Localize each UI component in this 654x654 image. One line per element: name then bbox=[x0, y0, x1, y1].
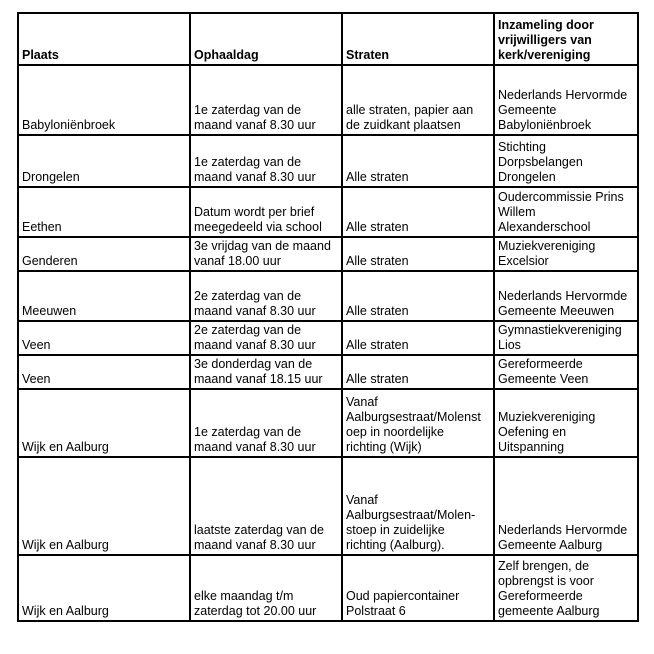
cell-inzameling: Zelf brengen, de opbrengst is voor Gereformeerde gemeente Aalburg bbox=[494, 555, 638, 621]
cell-ophaaldag: 1e zaterdag van de maand vanaf 8.30 uur bbox=[190, 389, 342, 457]
table-row bbox=[18, 355, 638, 389]
table-row bbox=[18, 237, 638, 271]
cell-ophaaldag: 2e zaterdag van de maand vanaf 8.30 uur bbox=[190, 271, 342, 321]
cell-inzameling: Gymnastiekvereniging Lios bbox=[494, 321, 638, 355]
cell-straten: Alle straten bbox=[342, 355, 494, 389]
table-row bbox=[18, 457, 638, 555]
cell-plaats: Meeuwen bbox=[18, 271, 190, 321]
cell-inzameling: Nederlands Hervormde Gemeente Babyloniënbroek bbox=[494, 65, 638, 135]
cell-inzameling: Stichting Dorpsbelangen Drongelen bbox=[494, 135, 638, 187]
cell-straten: Oud papiercontainer Polstraat 6 bbox=[342, 555, 494, 621]
cell-ophaaldag: Datum wordt per brief meegedeeld via school bbox=[190, 187, 342, 237]
cell-inzameling: Muziekvereniging Excelsior bbox=[494, 237, 638, 271]
cell-straten: Alle straten bbox=[342, 237, 494, 271]
table-row bbox=[18, 135, 638, 187]
table-row bbox=[18, 555, 638, 621]
cell-ophaaldag: elke maandag t/m zaterdag tot 20.00 uur bbox=[190, 555, 342, 621]
cell-straten: Vanaf Aalburgsestraat/Molen- stoep in zuidelijke richting (Aalburg). bbox=[342, 457, 494, 555]
cell-inzameling: Muziekvereniging Oefening en Uitspanning bbox=[494, 389, 638, 457]
cell-straten: Alle straten bbox=[342, 321, 494, 355]
cell-plaats: Babyloniënbroek bbox=[18, 65, 190, 135]
cell-straten: alle straten, papier aan de zuidkant plaatsen bbox=[342, 65, 494, 135]
cell-straten: Alle straten bbox=[342, 271, 494, 321]
cell-plaats: Wijk en Aalburg bbox=[18, 389, 190, 457]
table-row bbox=[18, 65, 638, 135]
table-row bbox=[18, 321, 638, 355]
cell-ophaaldag: 2e zaterdag van de maand vanaf 8.30 uur bbox=[190, 321, 342, 355]
cell-plaats: Eethen bbox=[18, 187, 190, 237]
table-header-row bbox=[18, 13, 638, 65]
header-cell-straten: Straten bbox=[342, 13, 494, 65]
cell-straten: Alle straten bbox=[342, 187, 494, 237]
cell-straten: Alle straten bbox=[342, 135, 494, 187]
cell-ophaaldag: laatste zaterdag van de maand vanaf 8.30 uur bbox=[190, 457, 342, 555]
cell-plaats: Wijk en Aalburg bbox=[18, 555, 190, 621]
cell-plaats: Drongelen bbox=[18, 135, 190, 187]
cell-ophaaldag: 1e zaterdag van de maand vanaf 8.30 uur bbox=[190, 135, 342, 187]
header-cell-ophaaldag: Ophaaldag bbox=[190, 13, 342, 65]
cell-inzameling: Nederlands Hervormde Gemeente Aalburg bbox=[494, 457, 638, 555]
cell-inzameling: Gereformeerde Gemeente Veen bbox=[494, 355, 638, 389]
cell-plaats: Veen bbox=[18, 321, 190, 355]
header-cell-inzameling: Inzameling door vrijwilligers van kerk/vereniging bbox=[494, 13, 638, 65]
cell-ophaaldag: 3e donderdag van de maand vanaf 18.15 uur bbox=[190, 355, 342, 389]
cell-plaats: Genderen bbox=[18, 237, 190, 271]
table-row bbox=[18, 389, 638, 457]
cell-plaats: Veen bbox=[18, 355, 190, 389]
table-row bbox=[18, 187, 638, 237]
header-cell-plaats: Plaats bbox=[18, 13, 190, 65]
cell-straten: Vanaf Aalburgsestraat/Molenst oep in noordelijke richting (Wijk) bbox=[342, 389, 494, 457]
table-row bbox=[18, 271, 638, 321]
cell-plaats: Wijk en Aalburg bbox=[18, 457, 190, 555]
cell-ophaaldag: 1e zaterdag van de maand vanaf 8.30 uur bbox=[190, 65, 342, 135]
collection-schedule-table bbox=[17, 12, 639, 622]
cell-ophaaldag: 3e vrijdag van de maand vanaf 18.00 uur bbox=[190, 237, 342, 271]
cell-inzameling: Oudercommissie Prins Willem Alexanderschool bbox=[494, 187, 638, 237]
cell-inzameling: Nederlands Hervormde Gemeente Meeuwen bbox=[494, 271, 638, 321]
